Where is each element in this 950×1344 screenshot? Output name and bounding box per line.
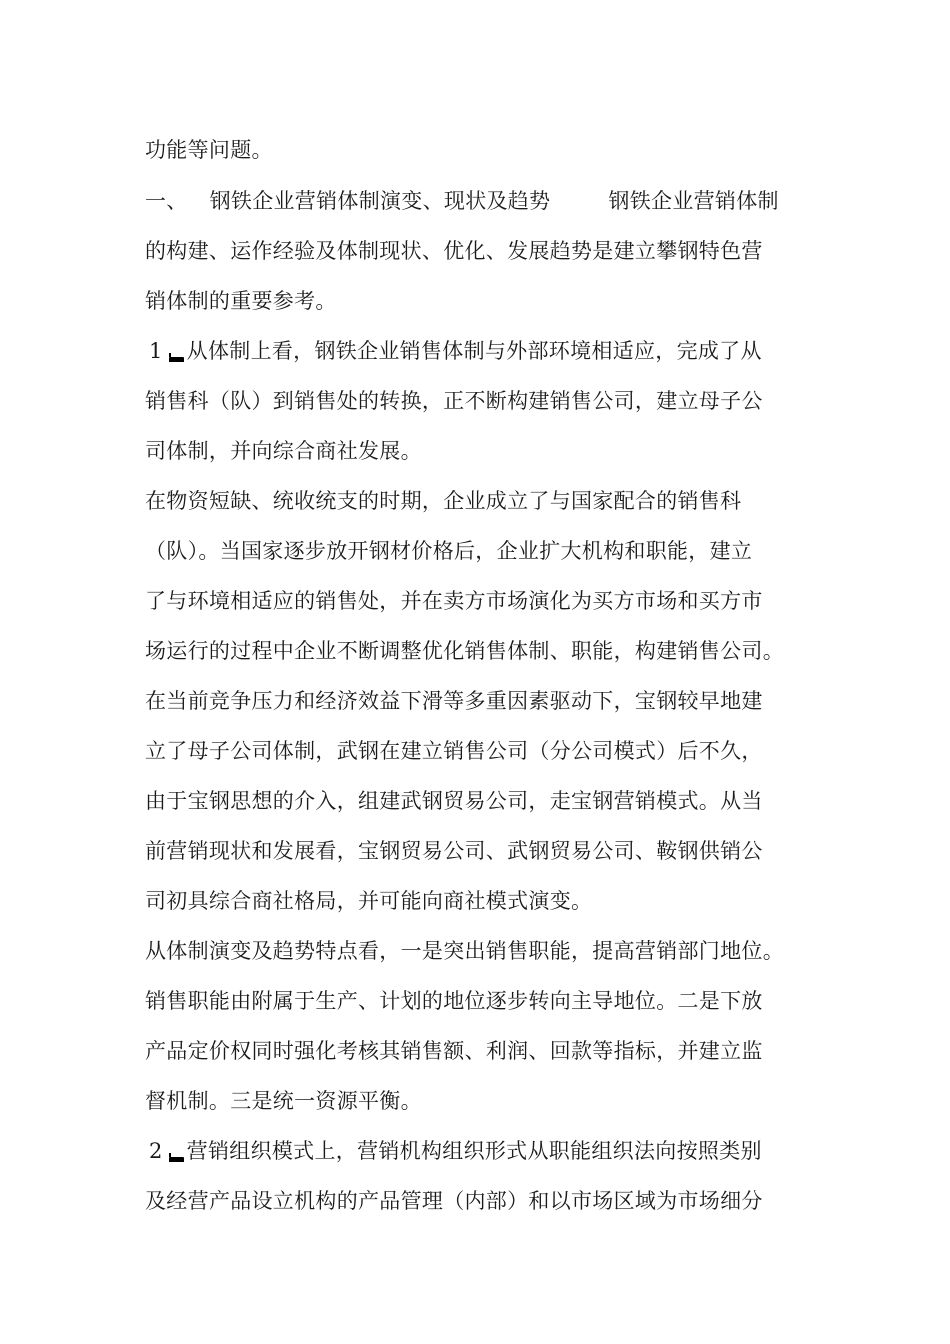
text-line: 功能等问题。 [145,138,273,162]
text-line: 及经营产品设立机构的产品管理（内部）和以市场区域为市场细分 [145,1189,763,1213]
text-line: 在当前竞争压力和经济效益下滑等多重因素驱动下，宝钢较早地建 [145,689,763,713]
heading-marker: 一、 [145,189,188,213]
text-line: 了与环境相适应的销售处，并在卖方市场演化为买方市场和买方市 [145,589,763,613]
text-line: 在物资短缺、统收统支的时期，企业成立了与国家配合的销售科 [145,489,742,513]
heading-title: 钢铁企业营销体制演变、现状及趋势 [209,189,551,213]
list-item-text: 营销组织模式上，营销机构组织形式从职能组织法向按照类别 [186,1139,762,1163]
bar-icon [169,1157,184,1162]
text-line: 督机制。三是统一资源平衡。 [145,1089,422,1113]
list-item-text: 从体制上看，钢铁企业销售体制与外部环境相适应，完成了从 [186,339,762,363]
text-line: 从体制演变及趋势特点看，一是突出销售职能，提高营销部门地位。 [145,939,784,963]
text-line: 司体制，并向综合商社发展。 [145,439,422,463]
section-heading [145,186,779,216]
text-line: 立了母子公司体制，武钢在建立销售公司（分公司模式）后不久， [145,739,763,763]
heading-continuation: 钢铁企业营销体制 [608,189,779,213]
text-line: 前营销现状和发展看，宝钢贸易公司、武钢贸易公司、鞍钢供销公 [145,839,763,863]
text-line: 场运行的过程中企业不断调整优化销售体制、职能，构建销售公司。 [145,639,784,663]
text-line: 司初具综合商社格局，并可能向商社模式演变。 [145,889,593,913]
text-line: 的构建、运作经验及体制现状、优化、发展趋势是建立攀钢特色营 [145,239,763,263]
text-line: 销售职能由附属于生产、计划的地位逐步转向主导地位。二是下放 [145,989,763,1013]
list-item-1 [145,336,762,366]
text-line: 销售科（队）到销售处的转换，正不断构建销售公司，建立母子公 [145,389,763,413]
list-number: 2 [149,1139,163,1163]
list-item-2 [145,1136,762,1166]
text-line: 销体制的重要参考。 [145,289,337,313]
text-line: （队）。当国家逐步放开钢材价格后，企业扩大机构和职能，建立 [145,539,753,563]
text-line: 产品定价权同时强化考核其销售额、利润、回款等指标，并建立监 [145,1039,763,1063]
list-number: 1 [149,339,163,363]
bar-icon [169,357,184,362]
text-line: 由于宝钢思想的介入，组建武钢贸易公司，走宝钢营销模式。从当 [145,789,763,813]
